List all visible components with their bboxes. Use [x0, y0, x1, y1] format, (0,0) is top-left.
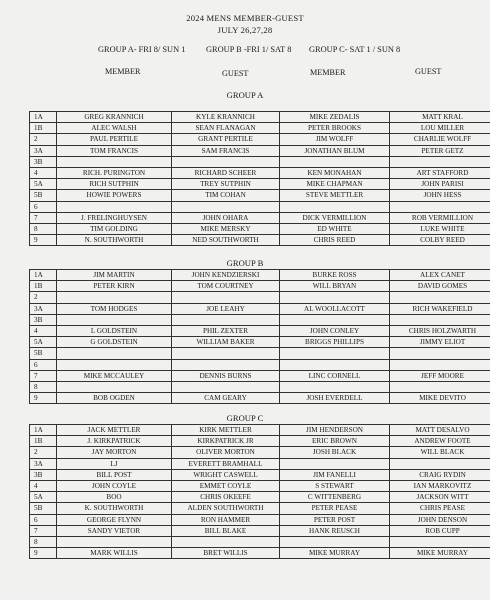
- guest-cell: DAVID GOMES: [390, 281, 490, 292]
- guest-cell: BRET WILLIS: [172, 548, 280, 559]
- sheet-dates: JULY 26,27,28: [217, 25, 273, 35]
- member-cell: JOHN COYLE: [57, 480, 172, 491]
- guest-cell: [390, 156, 490, 167]
- sheet-title: 2024 MENS MEMBER-GUEST: [186, 13, 304, 23]
- table-row: [30, 156, 490, 167]
- member-cell: [57, 314, 172, 325]
- slot-cell: 5A: [30, 337, 57, 348]
- member-cell: LJ: [57, 458, 172, 469]
- guest-cell: WILLIAM BAKER: [172, 337, 280, 348]
- slot-cell: 9: [30, 548, 57, 559]
- slot-cell: 7: [30, 525, 57, 536]
- member-cell: TIM GOLDING: [57, 223, 172, 234]
- slot-cell: 3B: [30, 314, 57, 325]
- member-cell: [57, 292, 172, 303]
- guest-cell: CHRIS PEASE: [390, 503, 490, 514]
- slot-cell: 1A: [30, 425, 57, 436]
- guest-cell: EMMET COYLE: [172, 480, 280, 491]
- guest-cell: OLIVER MORTON: [172, 447, 280, 458]
- guest-cell: [172, 381, 280, 392]
- guest-cell: ART STAFFORD: [390, 167, 490, 178]
- guest-cell: ROB CUPP: [390, 525, 490, 536]
- member-cell: [280, 314, 390, 325]
- table-row: [30, 235, 490, 246]
- guest-cell: PETER GETZ: [390, 145, 490, 156]
- member-cell: [57, 536, 172, 547]
- group-b-schedule: GROUP B -FRI 1/ SAT 8: [206, 45, 292, 54]
- guest-cell: CRAIG RYDIN: [390, 469, 490, 480]
- member-cell: RICH. PURINGTON: [57, 167, 172, 178]
- table-row: [30, 548, 490, 559]
- guest-heading-1: GUEST: [222, 69, 249, 78]
- member-cell: SANDY VIETOR: [57, 525, 172, 536]
- slot-cell: 5B: [30, 503, 57, 514]
- guest-cell: MATT DESALVO: [390, 425, 490, 436]
- guest-cell: JEFF MOORE: [390, 370, 490, 381]
- group-b-table: [29, 269, 490, 404]
- table-row: [30, 303, 490, 314]
- member-cell: N. SOUTHWORTH: [57, 235, 172, 246]
- member-cell: MARK WILLIS: [57, 548, 172, 559]
- table-row: [30, 480, 490, 491]
- slot-cell: 4: [30, 480, 57, 491]
- guest-cell: MIKE DEVITO: [390, 393, 490, 404]
- member-cell: S STEWART: [280, 480, 390, 491]
- guest-cell: CHARLIE WOLFF: [390, 134, 490, 145]
- member-cell: BRIGGS PHILLIPS: [280, 337, 390, 348]
- guest-cell: MIKE MERSKY: [172, 223, 280, 234]
- member-cell: GREG KRANNICH: [57, 112, 172, 123]
- table-row: [30, 458, 490, 469]
- slot-cell: 4: [30, 167, 57, 178]
- member-cell: AL WOOLLACOTT: [280, 303, 390, 314]
- table-row: [30, 325, 490, 336]
- member-cell: L GOLDSTEIN: [57, 325, 172, 336]
- guest-cell: WRIGHT CASWELL: [172, 469, 280, 480]
- member-cell: JIM WOLFF: [280, 134, 390, 145]
- slot-cell: 1A: [30, 270, 57, 281]
- member-cell: G GOLDSTEIN: [57, 337, 172, 348]
- guest-cell: [390, 348, 490, 359]
- slot-cell: 6: [30, 201, 57, 212]
- guest-cell: [172, 314, 280, 325]
- guest-cell: [172, 156, 280, 167]
- guest-cell: [172, 348, 280, 359]
- table-row: [30, 179, 490, 190]
- slot-cell: 2: [30, 292, 57, 303]
- guest-cell: [390, 381, 490, 392]
- table-row: [30, 201, 490, 212]
- guest-cell: TOM COURTNEY: [172, 281, 280, 292]
- table-row: [30, 123, 490, 134]
- slot-cell: 1B: [30, 436, 57, 447]
- guest-cell: BILL BLAKE: [172, 525, 280, 536]
- member-cell: JOSH BLACK: [280, 447, 390, 458]
- table-row: [30, 112, 490, 123]
- slot-cell: 8: [30, 536, 57, 547]
- guest-cell: SEAN FLANAGAN: [172, 123, 280, 134]
- member-cell: JAY MORTON: [57, 447, 172, 458]
- member-cell: [280, 381, 390, 392]
- table-row: [30, 134, 490, 145]
- member-cell: MIKE MURRAY: [280, 548, 390, 559]
- guest-cell: RON HAMMER: [172, 514, 280, 525]
- member-cell: [280, 348, 390, 359]
- slot-cell: 3B: [30, 156, 57, 167]
- member-cell: LINC CORNELL: [280, 370, 390, 381]
- member-cell: [280, 458, 390, 469]
- guest-cell: JOHN KENDZIERSKI: [172, 270, 280, 281]
- group-c-schedule: GROUP C- SAT 1 / SUN 8: [309, 45, 401, 54]
- member-cell: MIKE ZEDALIS: [280, 112, 390, 123]
- table-row: [30, 314, 490, 325]
- member-cell: [57, 156, 172, 167]
- guest-cell: ALDEN SOUTHWORTH: [172, 503, 280, 514]
- slot-cell: 5A: [30, 492, 57, 503]
- guest-heading-2: GUEST: [415, 67, 442, 76]
- guest-cell: JOHN DENSON: [390, 514, 490, 525]
- member-cell: [280, 536, 390, 547]
- slot-cell: 2: [30, 447, 57, 458]
- guest-cell: JIMMY ELIOT: [390, 337, 490, 348]
- guest-cell: EVERETT BRAMHALL: [172, 458, 280, 469]
- slot-cell: 8: [30, 223, 57, 234]
- member-cell: JIM FANELLI: [280, 469, 390, 480]
- guest-cell: [172, 536, 280, 547]
- table-row: [30, 393, 490, 404]
- guest-cell: MATT KRAL: [390, 112, 490, 123]
- group-c-table: [29, 424, 490, 559]
- guest-cell: JOHN HESS: [390, 190, 490, 201]
- member-cell: PETER BROOKS: [280, 123, 390, 134]
- member-cell: JOHN CONLEY: [280, 325, 390, 336]
- slot-cell: 5B: [30, 190, 57, 201]
- guest-cell: KIRK METTLER: [172, 425, 280, 436]
- member-cell: [280, 292, 390, 303]
- guest-cell: JOE LEAHY: [172, 303, 280, 314]
- slot-cell: 3A: [30, 303, 57, 314]
- member-cell: MIKE CHAPMAN: [280, 179, 390, 190]
- guest-cell: LUKE WHITE: [390, 223, 490, 234]
- member-cell: HANK REUSCH: [280, 525, 390, 536]
- guest-cell: JOHN OHARA: [172, 212, 280, 223]
- table-row: [30, 223, 490, 234]
- member-cell: PETER PEASE: [280, 503, 390, 514]
- member-cell: [280, 156, 390, 167]
- table-row: [30, 190, 490, 201]
- member-cell: [57, 381, 172, 392]
- table-row: [30, 281, 490, 292]
- guest-cell: DENNIS BURNS: [172, 370, 280, 381]
- table-row: [30, 145, 490, 156]
- member-cell: [280, 359, 390, 370]
- member-cell: TOM HODGES: [57, 303, 172, 314]
- guest-cell: JOHN PARISI: [390, 179, 490, 190]
- member-cell: PETER KIRN: [57, 281, 172, 292]
- guest-cell: PHIL ZEXTER: [172, 325, 280, 336]
- table-row: [30, 212, 490, 223]
- member-cell: PAUL PERTILE: [57, 134, 172, 145]
- guest-cell: [172, 201, 280, 212]
- member-cell: [57, 359, 172, 370]
- member-cell: ED WHITE: [280, 223, 390, 234]
- guest-cell: ANDREW FOOTE: [390, 436, 490, 447]
- table-row: [30, 359, 490, 370]
- table-row: [30, 525, 490, 536]
- member-cell: [57, 201, 172, 212]
- slot-cell: 1A: [30, 112, 57, 123]
- table-row: [30, 425, 490, 436]
- slot-cell: 9: [30, 235, 57, 246]
- member-cell: ALEC WALSH: [57, 123, 172, 134]
- table-row: [30, 436, 490, 447]
- table-row: [30, 492, 490, 503]
- group-a-title: GROUP A: [226, 90, 264, 100]
- member-cell: PETER POST: [280, 514, 390, 525]
- guest-cell: IAN MARKOVITZ: [390, 480, 490, 491]
- member-cell: BILL POST: [57, 469, 172, 480]
- slot-cell: 6: [30, 514, 57, 525]
- slot-cell: 5A: [30, 179, 57, 190]
- member-cell: BOB OGDEN: [57, 393, 172, 404]
- slot-cell: 7: [30, 370, 57, 381]
- guest-cell: [390, 292, 490, 303]
- group-a-table: [29, 111, 490, 246]
- table-row: [30, 167, 490, 178]
- guest-cell: KIRKPATRICK JR: [172, 436, 280, 447]
- slot-cell: 5B: [30, 348, 57, 359]
- member-cell: JIM HENDERSON: [280, 425, 390, 436]
- guest-cell: RICHARD SCHEER: [172, 167, 280, 178]
- guest-cell: [172, 292, 280, 303]
- member-cell: MIKE MCCAULEY: [57, 370, 172, 381]
- member-cell: [280, 201, 390, 212]
- guest-cell: CHRIS HOLZWARTH: [390, 325, 490, 336]
- table-row: [30, 469, 490, 480]
- member-cell: GEORGE FLYNN: [57, 514, 172, 525]
- guest-cell: [390, 458, 490, 469]
- member-cell: J. KIRKPATRICK: [57, 436, 172, 447]
- slot-cell: 3A: [30, 458, 57, 469]
- slot-cell: 4: [30, 325, 57, 336]
- member-cell: C WITTENBERG: [280, 492, 390, 503]
- table-row: [30, 447, 490, 458]
- guest-cell: CHRIS OKEEFE: [172, 492, 280, 503]
- group-b-title: GROUP B: [226, 258, 264, 268]
- table-row: [30, 337, 490, 348]
- table-row: [30, 536, 490, 547]
- guest-cell: WILL BLACK: [390, 447, 490, 458]
- slot-cell: 9: [30, 393, 57, 404]
- guest-cell: MIKE MURRAY: [390, 548, 490, 559]
- member-cell: CHRIS REED: [280, 235, 390, 246]
- table-row: [30, 370, 490, 381]
- guest-cell: TREY SUTPHIN: [172, 179, 280, 190]
- guest-cell: SAM FRANCIS: [172, 145, 280, 156]
- slot-cell: 8: [30, 381, 57, 392]
- slot-cell: 3B: [30, 469, 57, 480]
- table-row: [30, 348, 490, 359]
- group-c-title: GROUP C: [226, 413, 264, 423]
- member-cell: BURKE ROSS: [280, 270, 390, 281]
- guest-cell: [390, 359, 490, 370]
- member-cell: DICK VERMILLION: [280, 212, 390, 223]
- guest-cell: [390, 201, 490, 212]
- slot-cell: 7: [30, 212, 57, 223]
- guest-cell: COLBY REED: [390, 235, 490, 246]
- guest-cell: KYLE KRANNICH: [172, 112, 280, 123]
- slot-cell: 3A: [30, 145, 57, 156]
- member-cell: TOM FRANCIS: [57, 145, 172, 156]
- guest-cell: CAM GEARY: [172, 393, 280, 404]
- guest-cell: ALEX CANET: [390, 270, 490, 281]
- slot-cell: 6: [30, 359, 57, 370]
- member-cell: J. FRELINGHUYSEN: [57, 212, 172, 223]
- slot-cell: 1B: [30, 281, 57, 292]
- guest-cell: [390, 536, 490, 547]
- table-row: [30, 514, 490, 525]
- group-a-schedule: GROUP A- FRI 8/ SUN 1: [98, 45, 186, 54]
- member-cell: JIM MARTIN: [57, 270, 172, 281]
- guest-cell: [172, 359, 280, 370]
- guest-cell: TIM COHAN: [172, 190, 280, 201]
- slot-cell: 1B: [30, 123, 57, 134]
- guest-cell: RICH WAKEFIELD: [390, 303, 490, 314]
- member-cell: K. SOUTHWORTH: [57, 503, 172, 514]
- table-row: [30, 270, 490, 281]
- member-cell: KEN MONAHAN: [280, 167, 390, 178]
- guest-cell: GRANT PERTILE: [172, 134, 280, 145]
- member-heading-2: MEMBER: [310, 68, 346, 77]
- member-cell: ERIC BROWN: [280, 436, 390, 447]
- guest-cell: JACKSON WITT: [390, 492, 490, 503]
- guest-cell: NED SOUTHWORTH: [172, 235, 280, 246]
- table-row: [30, 503, 490, 514]
- member-cell: HOWIE POWERS: [57, 190, 172, 201]
- member-cell: BOO: [57, 492, 172, 503]
- guest-cell: LOU MILLER: [390, 123, 490, 134]
- table-row: [30, 292, 490, 303]
- table-row: [30, 381, 490, 392]
- member-cell: [57, 348, 172, 359]
- member-cell: JONATHAN BLUM: [280, 145, 390, 156]
- member-cell: RICH SUTPHIN: [57, 179, 172, 190]
- slot-cell: 2: [30, 134, 57, 145]
- member-heading-1: MEMBER: [105, 67, 141, 76]
- member-cell: WILL BRYAN: [280, 281, 390, 292]
- member-cell: JACK METTLER: [57, 425, 172, 436]
- guest-cell: [390, 314, 490, 325]
- member-cell: JOSH EVERDELL: [280, 393, 390, 404]
- member-cell: STEVE METTLER: [280, 190, 390, 201]
- guest-cell: ROB VERMILLION: [390, 212, 490, 223]
